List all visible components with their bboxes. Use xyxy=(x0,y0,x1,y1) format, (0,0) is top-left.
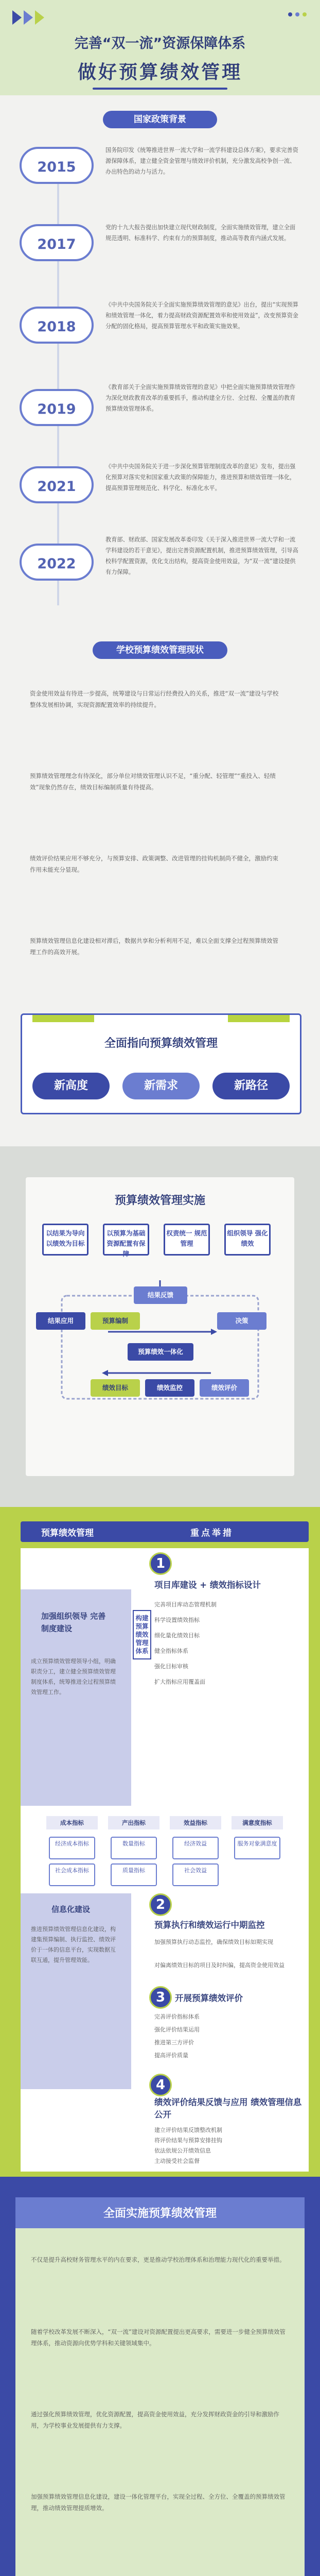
indicator-chip: 数量指标 xyxy=(111,1837,157,1859)
decor-bar xyxy=(32,1015,94,1022)
decor-chevron xyxy=(24,10,33,25)
step-bullet: 细化量化绩效目标 xyxy=(154,1632,200,1639)
section-title: 学校预算绩效管理现状 xyxy=(93,641,227,659)
step-bullet: 科学设置绩效指标 xyxy=(154,1617,200,1623)
goal-new-demand: 新需求 xyxy=(122,1073,200,1099)
goals-title: 全面指向预算绩效管理 xyxy=(104,1037,218,1050)
step-bullet: 推进第三方评价 xyxy=(154,2039,194,2046)
school-status-section xyxy=(0,631,320,1146)
conclusion-paragraph: 不仅是提升高校财务管理水平的内在要求，更是推动学校治理体系和治理能力现代化的重要举措。 xyxy=(31,2256,286,2263)
banner-right: 重点举措 xyxy=(190,1528,234,1538)
conclusion-paragraph: 随着学校改革发展不断深入，“双一流”建设对资源配置提出更高要求，需要进一步健全预算绩效管理体系，推动资源向优势学科和关键领域集中。 xyxy=(31,2328,286,2347)
side-text: 成立预算绩效管理领导小组，明确职责分工，建立健全预算绩效管理制度体系，统筹推进全过程预算绩效管理工作。 xyxy=(31,1658,116,1696)
indicator-category: 产出指标 xyxy=(108,1816,159,1829)
timeline-text: 党的十九大报告提出加快建立现代财政制度，全面实施绩效管理，建立全面规范透明、标准科学、约束有力的预算制度，推动高等教育内涵式发展。 xyxy=(105,224,296,242)
header-title: 做好预算绩效管理 xyxy=(77,62,242,83)
status-paragraph: 绩效评价结果应用不够充分，与预算安排、政策调整、改进管理的挂钩机制尚不健全，激励约束作用未能充分显现。 xyxy=(30,855,278,873)
goal-new-path: 新路径 xyxy=(212,1073,290,1099)
flow-arrowhead xyxy=(211,1329,217,1335)
step-bullet: 扩大指标应用覆盖面 xyxy=(154,1679,205,1685)
step-bullet: 完善项目库动态管理机制 xyxy=(154,1601,217,1608)
year-badge: 2017 xyxy=(20,224,94,261)
principle-box: 以预算为基础 资源配置有保障 xyxy=(103,1224,149,1256)
key-measures-section xyxy=(0,1507,320,2177)
status-paragraph: 资金使用效益有待进一步提高，统筹建设与日常运行经费投入的关系，推进“双一流”建设与学校整体发展相协调，实现资源配置效率的持续提升。 xyxy=(30,690,279,708)
step-bullet: 依法依规公开绩效信息 xyxy=(154,2147,211,2154)
measures-panel xyxy=(21,1548,309,2172)
decor-dot xyxy=(295,12,299,16)
header-subtitle: 完善“双一流”资源保障体系 xyxy=(74,36,246,52)
policy-timeline-section xyxy=(0,95,320,631)
indicator-category: 满意度指标 xyxy=(232,1816,283,1829)
year-badge: 2015 xyxy=(20,147,94,184)
step-bullet: 加强预算执行动态监控，确保绩效目标如期实现 xyxy=(154,1939,273,1945)
conclusion-title: 全面实施预算绩效管理 xyxy=(103,2207,217,2220)
indicator-chip: 社会效益 xyxy=(172,1863,219,1886)
flow-arrowhead xyxy=(102,1370,108,1376)
side-panel-it xyxy=(21,1893,131,2089)
header xyxy=(0,0,320,95)
goals-box xyxy=(21,1013,301,1114)
timeline-text: 《中共中央国务院关于进一步深化预算管理制度改革的意见》发布，提出强化预算对落实党和国家重大政策的保障能力，推进预算和绩效管理一体化，提高预算管理规范化、科学化、标准化水平。 xyxy=(105,463,296,492)
step-bullet: 主动接受社会监督 xyxy=(154,2158,200,2164)
implementation-section xyxy=(0,1146,320,1507)
section-title: 国家政策背景 xyxy=(103,111,217,128)
step-bullet: 提高评价质量 xyxy=(154,2052,188,2059)
indicator-chip: 质量指标 xyxy=(111,1863,157,1886)
step-bullet: 健全指标体系 xyxy=(154,1648,188,1654)
principle-box: 权责统一 规范管理 xyxy=(164,1224,210,1256)
decor-chevron xyxy=(12,10,22,25)
diagram-title: 预算绩效管理实施 xyxy=(114,1194,205,1207)
timeline-text: 《中共中央国务院关于全面实施预算绩效管理的意见》出台，提出“实现预算和绩效管理一体化，着力提高财政资源配置效率和使用效益”，改变预算资金分配的固化格局，提高预算管理水平和政策实施效果。 xyxy=(105,301,298,330)
step-number: 3 xyxy=(149,1986,172,2009)
measures-banner xyxy=(21,1521,309,1542)
indicator-chip: 经济成本指标 xyxy=(49,1837,95,1859)
node-monitor: 绩效监控 xyxy=(145,1379,194,1397)
decor-dot xyxy=(303,12,307,16)
node-feedback: 结果反馈 xyxy=(134,1286,187,1304)
indicator-chip: 服务对象满意度 xyxy=(234,1837,280,1859)
node-evaluate: 绩效评价 xyxy=(200,1379,249,1397)
timeline-line xyxy=(57,152,59,605)
timeline-text: 国务院印发《统筹推进世界一流大学和一流学科建设总体方案》，要求完善资源保障体系，建立健全资金管理与绩效评价机制，充分激发高校争创一流、办出特色的动力与活力。 xyxy=(105,147,298,175)
decor-dot xyxy=(288,12,292,16)
header-divider xyxy=(93,88,227,90)
node-compile: 预算编制 xyxy=(91,1312,140,1330)
decor-bar xyxy=(228,1015,290,1022)
timeline-text: 教育部、财政部、国家发展改革委印发《关于深入推进世界一流大学和一流学科建设的若干意见》，提出完善资源配置机制，推进预算绩效管理，引导高校科学配置资源，优化支出结构，提高资金使用效益，为“双一流”建设提供有力保障。 xyxy=(105,536,298,575)
year-badge: 2019 xyxy=(20,389,94,426)
year-badge: 2018 xyxy=(20,307,94,344)
step-number: 1 xyxy=(149,1552,172,1575)
step-title: 预算执行和绩效运行中期监控 xyxy=(154,1920,265,1930)
indicator-chip: 经济效益 xyxy=(172,1837,219,1859)
conclusion-title-bar xyxy=(15,2197,305,2228)
goal-new-height: 新高度 xyxy=(32,1073,110,1099)
indicator-chip: 社会成本指标 xyxy=(49,1863,95,1886)
principle-box: 组织领导 强化绩效 xyxy=(224,1224,271,1256)
conclusion-section xyxy=(0,2177,320,2576)
step-bullet: 强化目标审核 xyxy=(154,1663,188,1670)
status-paragraph: 预算绩效管理信息化建设相对滞后，数据共享和分析利用不足，难以全面支撑全过程预算绩效管理工作的高效开展。 xyxy=(30,937,278,956)
side-title: 信息化建设 xyxy=(51,1905,91,1914)
indicator-category: 效益指标 xyxy=(170,1816,221,1829)
vertical-label: 构建预算绩效管理体系 xyxy=(133,1610,151,1659)
step-bullet: 对偏离绩效目标的项目及时纠偏，提高资金使用效益 xyxy=(154,1962,285,1969)
status-paragraph: 预算绩效管理理念有待深化，部分单位对绩效管理认识不足，“重分配、轻管理”“重投入、轻绩效”现象仍然存在，绩效目标编制质量有待提高。 xyxy=(30,772,276,791)
step-bullet: 强化评价结果运用 xyxy=(154,2026,200,2033)
step-number: 2 xyxy=(149,1893,172,1916)
conclusion-paragraph: 通过强化预算绩效管理，优化资源配置，提高资金使用效益，充分发挥财政资金的引导和激励作用，为学校事业发展提供有力支撑。 xyxy=(31,2411,279,2429)
conclusion-paragraph: 加强预算绩效管理信息化建设，建设一体化管理平台，实现全过程、全方位、全覆盖的预算绩效管理，推动绩效管理提质增效。 xyxy=(31,2493,286,2512)
step-bullet: 建立评价结果反馈整改机制 xyxy=(154,2127,222,2133)
node-goal: 绩效目标 xyxy=(91,1379,140,1397)
decor-chevron xyxy=(35,10,44,25)
side-title: 加强组织领导 完善制度建设 xyxy=(41,1612,106,1633)
step-number: 4 xyxy=(149,2074,172,2096)
node-integration: 预算绩效一体化 xyxy=(128,1343,193,1361)
step-title: 绩效评价结果反馈与应用 绩效管理信息公开 xyxy=(154,2097,302,2120)
step-bullet: 将评价结果与预算安排挂钩 xyxy=(154,2137,222,2144)
step-title: 开展预算绩效评价 xyxy=(175,1993,243,2003)
year-badge: 2022 xyxy=(20,544,94,581)
banner-left: 预算绩效管理 xyxy=(41,1528,94,1538)
node-application: 结果应用 xyxy=(36,1312,85,1330)
year-badge: 2021 xyxy=(20,466,94,503)
node-decision: 决策 xyxy=(217,1312,266,1330)
conclusion-paragraph xyxy=(31,2573,288,2576)
principle-box: 以结果为导向 以绩效为目标 xyxy=(42,1224,88,1256)
step-title: 项目库建设 + 绩效指标设计 xyxy=(154,1580,261,1590)
indicator-category: 成本指标 xyxy=(46,1816,98,1829)
implementation-diagram xyxy=(26,1177,294,1476)
side-text: 推进预算绩效管理信息化建设，构建集预算编制、执行监控、绩效评价于一体的信息平台，实现数据互联互通，提升管理效能。 xyxy=(31,1926,116,1963)
timeline-text: 《教育部关于全面实施预算绩效管理的意见》中把全面实施预算绩效管理作为深化财政教育改革的重要抓手，推动构建全方位、全过程、全覆盖的教育预算绩效管理体系。 xyxy=(105,384,296,412)
step-bullet: 完善评价指标体系 xyxy=(154,2013,200,2020)
